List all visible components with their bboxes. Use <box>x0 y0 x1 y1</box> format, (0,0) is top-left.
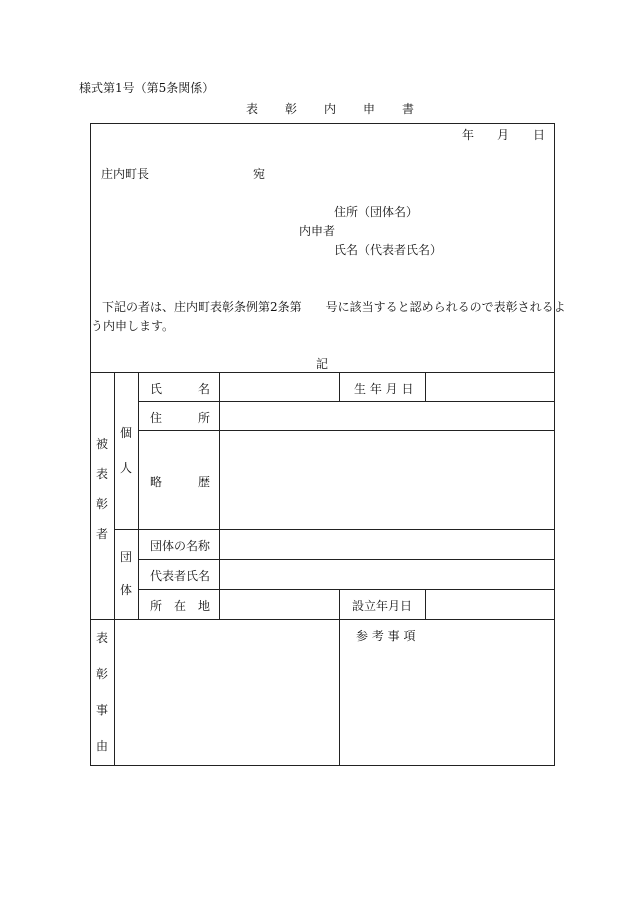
group-name-row-label: 団体の名称 <box>150 539 211 553</box>
history-row-label: 略 歴 <box>150 475 211 489</box>
recipient-label: 被 表 彰 者 <box>95 437 108 541</box>
group-label: 団 体 <box>119 550 132 597</box>
title-char: 内 <box>324 102 337 116</box>
row-line <box>138 430 555 431</box>
founded-row-label: 設立年月日 <box>352 599 413 613</box>
row-line <box>90 619 555 620</box>
location-row-label: 所 在 地 <box>150 599 211 613</box>
form-frame <box>90 123 555 766</box>
col-line <box>114 372 115 619</box>
col-line <box>339 619 340 766</box>
title-char: 申 <box>363 102 376 116</box>
col-line <box>114 619 115 766</box>
col-line <box>339 589 340 619</box>
ki-heading: 記 <box>316 357 329 371</box>
individual-label: 個 人 <box>119 426 132 475</box>
col-line <box>339 372 340 401</box>
date-day: 日 <box>533 128 546 142</box>
body-text-line2: う内申します。 <box>91 319 175 333</box>
title-char: 表 <box>246 102 259 116</box>
address-row-label: 住 所 <box>150 411 211 425</box>
form-number: 様式第1号（第5条関係） <box>79 81 215 95</box>
row-line <box>114 529 555 530</box>
table-top-line <box>90 372 555 373</box>
addressee: 庄内町長 <box>101 167 150 181</box>
birthdate-row-label: 生 年 月 日 <box>354 382 414 396</box>
title-char: 彰 <box>285 102 298 116</box>
col-line <box>425 589 426 619</box>
document-title <box>246 100 441 117</box>
col-line <box>138 372 139 619</box>
date-year: 年 <box>462 128 475 142</box>
applicant-label: 内申者 <box>299 224 336 238</box>
name-label: 氏名（代表者氏名） <box>334 243 443 257</box>
row-line <box>138 589 555 590</box>
reason-label: 表 彰 事 由 <box>95 631 108 753</box>
col-line <box>219 372 220 619</box>
notes-label: 参 考 事 項 <box>356 629 416 643</box>
name-row-label: 氏 名 <box>150 382 211 396</box>
honorific: 宛 <box>253 167 266 181</box>
col-line <box>425 372 426 401</box>
rep-name-row-label: 代表者氏名 <box>150 569 211 583</box>
title-char: 書 <box>402 102 415 116</box>
row-line <box>138 559 555 560</box>
row-line <box>138 401 555 402</box>
date-month: 月 <box>497 128 510 142</box>
body-text-line1: 下記の者は、庄内町表彰条例第2条第 号に該当すると認められるので表彰されるよ <box>102 300 566 314</box>
address-label: 住所（団体名） <box>334 205 419 219</box>
